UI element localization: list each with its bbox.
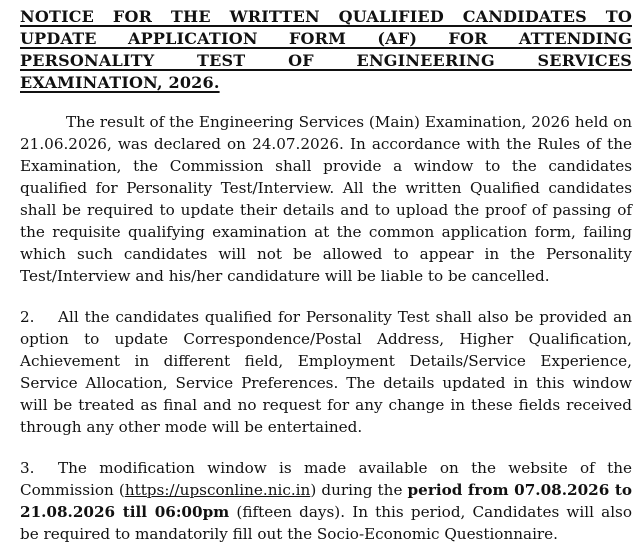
notice-document <box>20 6 632 545</box>
paragraph-3 <box>20 457 632 545</box>
paragraph-1: The result of the Engineering Services (Main) Examination, 2026 held on 21.06.2026, was declared on 24.07.2026. In accordance with the Rules of the Examination, the Commission shall provide a window to the candidates qualified for Personality Test/Interview. All the written Qualified candidates shall be required to update their details and to upload the proof of passing of the requisite qualifying examination at the common application form, failing which such candidates will not be allowed to appear in the Personality Test/Interview and his/her candidature will be liable to be cancelled. <box>20 113 632 285</box>
paragraph-3-text-start: The modification window is made available on the website of the Commission ( <box>20 459 632 499</box>
paragraph-2-text: All the candidates qualified for Personality Test shall also be provided an option to update Correspondence/Postal Address, Higher Qualification, Achievement in different field, Employment Details/Service Experience, Service Allocation, Service Preferences. The details updated in this window will be treated as final and no request for any change in these fields received through any other mode will be entertained. <box>20 308 632 436</box>
notice-title: NOTICE FOR THE WRITTEN QUALIFIED CANDIDATES TO UPDATE APPLICATION FORM (AF) FOR ATTENDING PERSONALITY TEST OF ENGINEERING SERVICES EXAMINATION, 2026. <box>20 7 632 92</box>
upsconline-link[interactable]: https://upsconline.nic.in <box>124 481 311 499</box>
paragraph-3-number: 3. <box>20 459 35 477</box>
paragraph-3-text-end: (fifteen days). In this period, Candidates will also be required to mandatorily fill out the Socio-Economic Questionnaire. <box>20 503 632 543</box>
paragraph-2-number: 2. <box>20 308 35 326</box>
paragraph-2 <box>20 306 632 438</box>
modification-period: period from 07.08.2026 to 21.08.2026 till 06:00pm <box>20 481 632 521</box>
paragraph-3-text-middle: ) during the <box>310 481 408 499</box>
